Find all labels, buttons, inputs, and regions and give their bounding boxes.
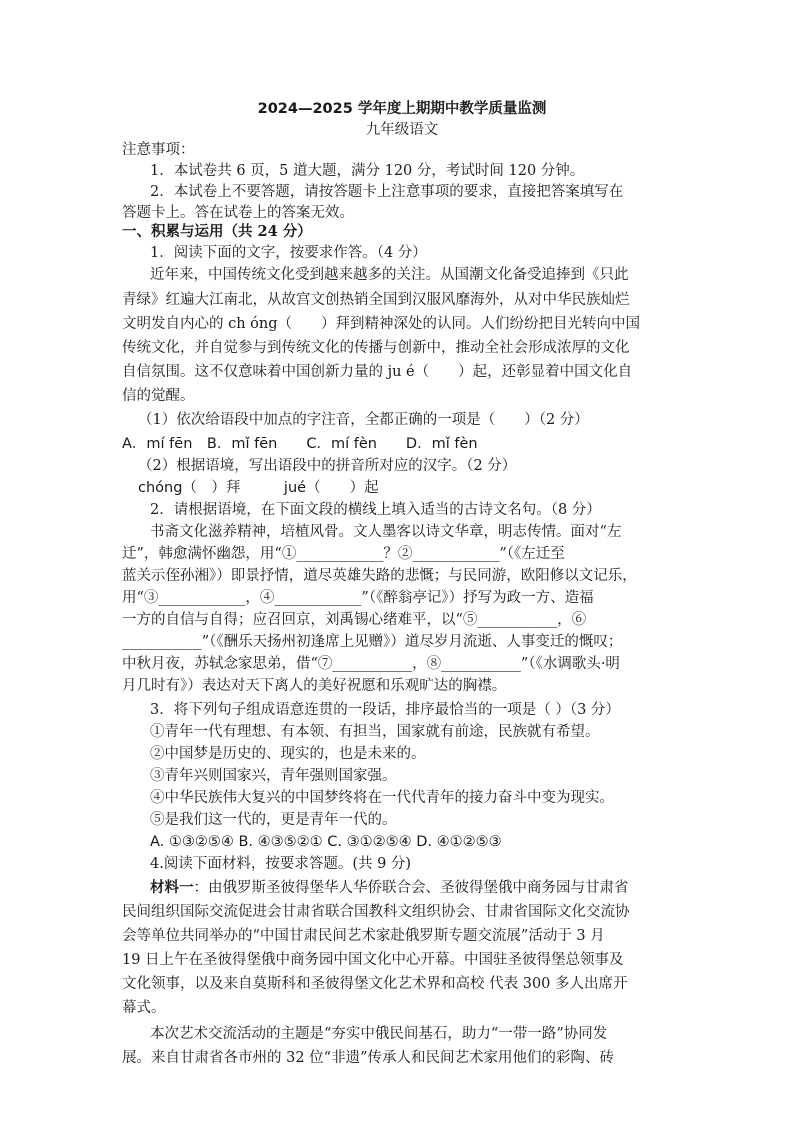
notice-item: 2．本试卷上不要答题，请按答题卡上注意事项的要求，直接把答案填写在 xyxy=(150,184,624,200)
material-line: 文化领事，以及来自莫斯科和圣彼得堡文化艺术界和高校 代表 300 多人出席开 xyxy=(122,976,628,992)
material-line: 民间组织国际交流促进会甘肃省联合国教科文组织协会、甘肃省国际文化交流协 xyxy=(122,904,630,920)
material-line xyxy=(150,878,682,898)
sentence-item: ①青年一代有理想、有本领、有担当，国家就有前途，民族就有希望。 xyxy=(150,724,600,740)
section-heading: 一、积累与运用（共 24 分） xyxy=(122,223,312,240)
sentence-item: ④中华民族伟大复兴的中国梦终将在一代代青年的接力奋斗中变为现实。 xyxy=(150,790,614,806)
question-title: 3．将下列句子组成语意连贯的一段话，排序最恰当的一项是（ ）（3 分） xyxy=(150,702,620,718)
answer-options: A. ①③②⑤④ B. ④③⑤②① C. ③①②⑤④ D. ④①②⑤③ xyxy=(150,834,502,850)
material-label: 材料一 xyxy=(150,879,194,896)
material-text: ：由俄罗斯圣彼得堡华人华侨联合会、圣彼得堡俄中商务园与甘肃省 xyxy=(193,880,629,896)
question-title: 1．阅读下面的文字，按要求作答。（4 分） xyxy=(150,245,427,261)
passage-line: 信的觉醒。 xyxy=(122,388,195,404)
material-line: 展。来自甘肃省各市州的 32 位“非遗”传承人和民间艺术家用他们的彩陶、砖 xyxy=(122,1050,614,1066)
material-line: 会等单位共同举办的“中国甘肃民间艺术家赴俄罗斯专题交流展”活动于 3 月 xyxy=(122,928,605,944)
notice-item: 1．本试卷共 6 页，5 道大题，满分 120 分，考试时间 120 分钟。 xyxy=(150,163,585,179)
question-title: 4.阅读下面材料，按要求答题。(共 9 分) xyxy=(150,856,412,872)
passage-line: 文明发自内心的 ch óng（ ）拜到精神深处的认同。人们纷纷把目光转向中国 xyxy=(122,316,641,332)
passage-line: 自信氛围。这不仅意味着中国创新力量的 ju é（ ）起，还彰显着中国文化自 xyxy=(122,364,633,380)
notice-heading: 注意事项： xyxy=(122,142,195,158)
sentence-item: ⑤是我们这一代的，更是青年一代的。 xyxy=(150,812,397,828)
passage-line: ___________”（《酬乐天扬州初逢席上见赠》）道尽岁月流逝、人事变迁的慨叹； xyxy=(122,634,623,650)
sentence-item: ②中国梦是历史的、现实的，也是未来的。 xyxy=(150,746,426,762)
passage-line: 近年来，中国传统文化受到越来越多的关注。从国潮文化备受追捧到《只此 xyxy=(150,267,629,283)
sub-question: （1）依次给语段中加点的字注音，全都正确的一项是（ ）（2 分） xyxy=(138,412,589,428)
fill-blank: chóng（ ）拜 jué（ ）起 xyxy=(138,480,379,496)
passage-line: 迁”，韩愈满怀幽怨，用“①____________？②____________”（《左迁至 xyxy=(122,546,565,562)
passage-line: 一方的自信与自得；应召回京，刘禹锡心绪难平，以“⑤___________，⑥ xyxy=(122,612,587,628)
sentence-item: ③青年兴则国家兴，青年强则国家强。 xyxy=(150,768,397,784)
passage-line: 书斋文化滋养精神，培植风骨。文人墨客以诗文华章，明志传情。面对“左 xyxy=(150,524,622,540)
passage-line: 青绿》红遍大江南北，从故宫文创热销全国到汉服风靡海外，从对中华民族灿烂 xyxy=(122,292,630,308)
exam-subtitle: 九年级语文 xyxy=(365,122,439,138)
sub-question: （2）根据语境，写出语段中的拼音所对应的汉字。（2 分） xyxy=(138,458,517,474)
exam-title: 2024—2025 学年度上期期中教学质量监测 xyxy=(257,101,547,117)
notice-item: 答题卡上。答在试卷上的答案无效。 xyxy=(122,205,354,221)
passage-line: 蓝关示侄孙湘》）即景抒情，道尽英雄失路的悲慨；与民同游，欧阳修以文记乐， xyxy=(122,568,637,584)
passage-line: 月几时有》）表达对天下离人的美好祝愿和乐观旷达的胸襟。 xyxy=(122,678,507,694)
passage-line: 用“③____________，④____________”（《醉翁亭记》）抒写为政一方、造福 xyxy=(122,590,594,606)
material-line: 幕式。 xyxy=(122,1000,166,1016)
material-line: 本次艺术交流活动的主题是“夯实中俄民间基石，助力“一带一路”协同发 xyxy=(150,1026,608,1042)
material-line: 19 日上午在圣彼得堡俄中商务园中国文化中心开幕。中国驻圣彼得堡总领事及 xyxy=(122,952,624,968)
answer-options: A．mí fēn B．mǐ fēn C．mí fèn D．mǐ fèn xyxy=(122,436,478,452)
passage-line: 传统文化，并自觉参与到传统文化的传播与创新中，推动全社会形成浓厚的文化 xyxy=(122,340,630,356)
passage-line: 中秋月夜，苏轼念家思弟，借“⑦___________，⑧___________”（《水调歌头·明 xyxy=(122,656,620,672)
question-title: 2．请根据语境，在下面文段的横线上填入适当的古诗文名句。（8 分） xyxy=(150,502,601,518)
